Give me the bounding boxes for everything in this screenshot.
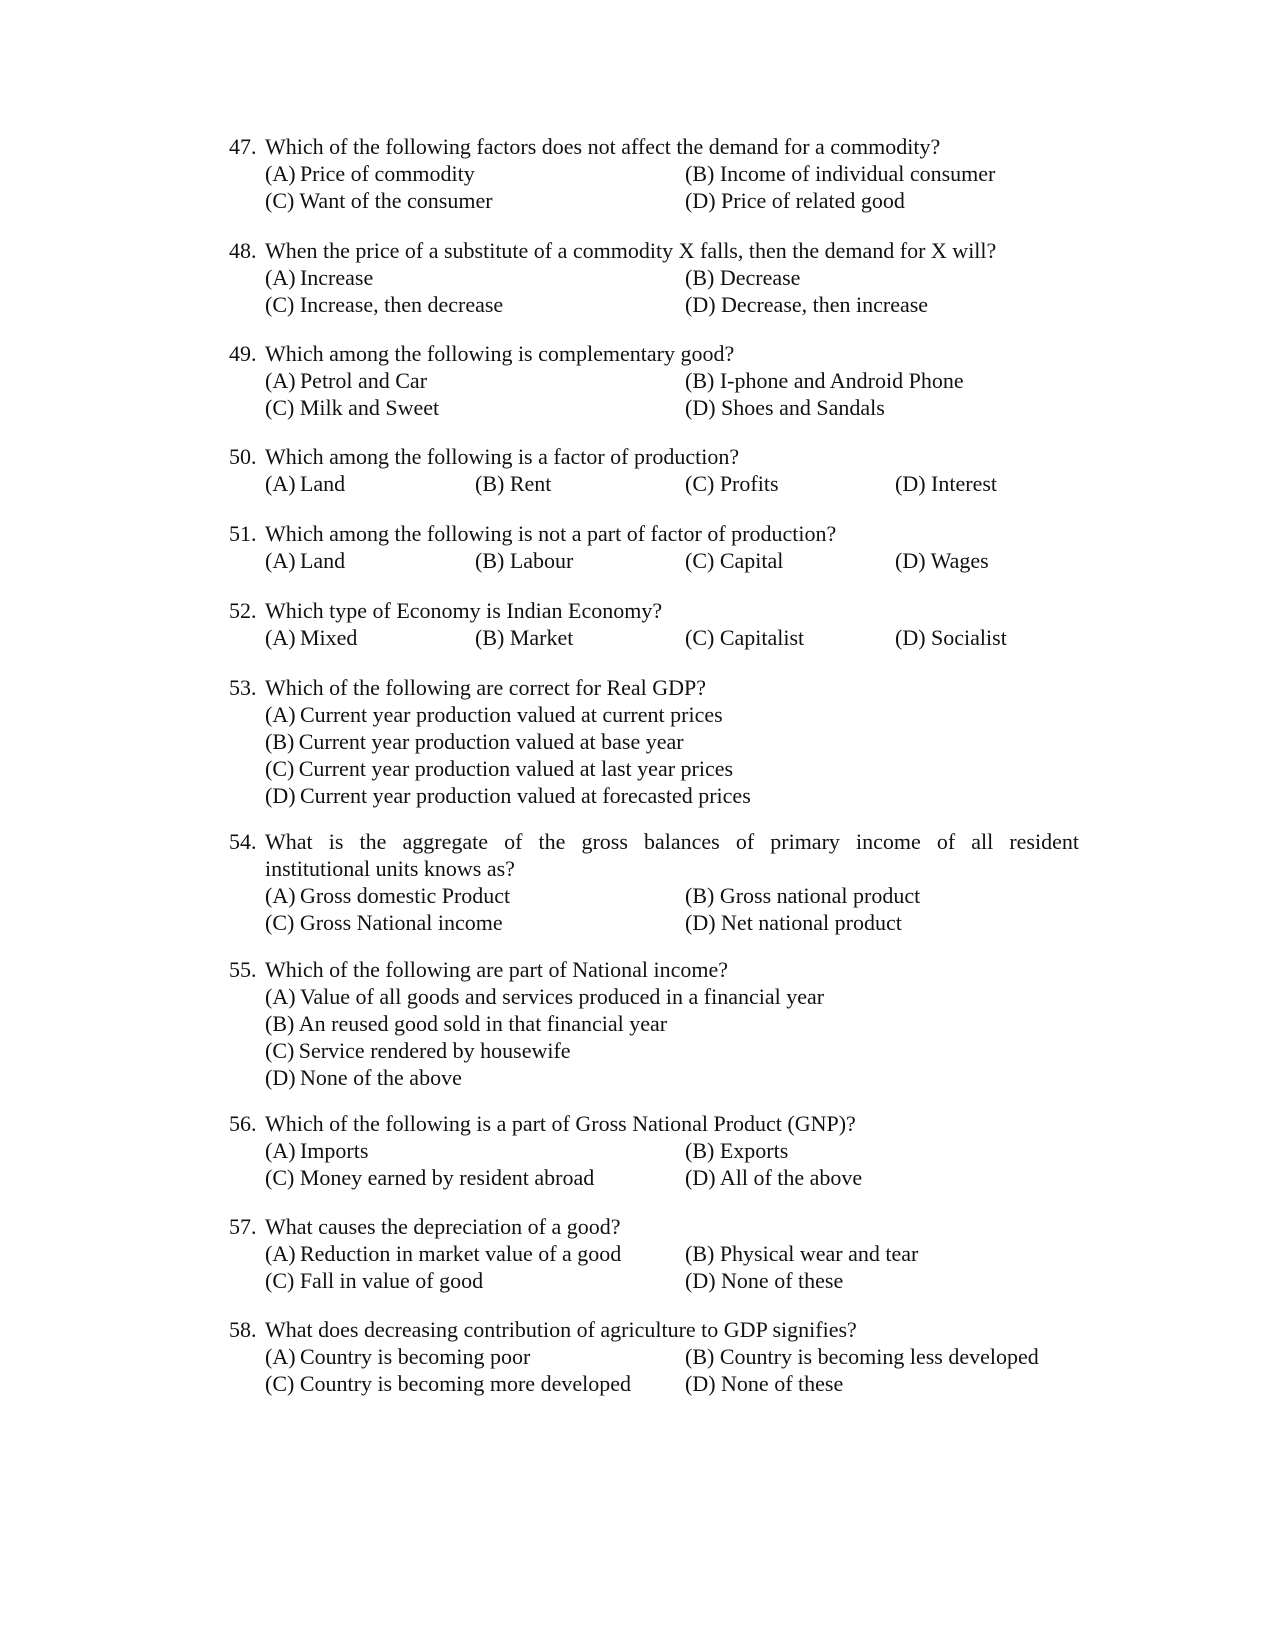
option-a: (A) Price of commodity <box>265 161 475 186</box>
options <box>265 367 1079 421</box>
options <box>265 983 1079 1091</box>
option-b: (B) Country is becoming less developed <box>685 1344 1039 1369</box>
question-number: 55. <box>229 957 257 982</box>
option-d: (D) Socialist <box>895 625 1007 650</box>
question-stem <box>229 1316 1079 1343</box>
option-c: (C) Fall in value of good <box>265 1268 484 1293</box>
option-a: (A) Value of all goods and services produced in a financial year <box>265 984 825 1009</box>
option-a: (A) Increase <box>265 265 374 290</box>
question-number: 53. <box>229 675 257 700</box>
option-c: (C) Current year production valued at last year prices <box>265 756 734 781</box>
option-a: (A) Petrol and Car <box>265 368 428 393</box>
question-stem <box>229 133 1079 160</box>
question-number: 50. <box>229 444 257 469</box>
question-58 <box>229 1316 1079 1397</box>
question-stem <box>229 340 1079 367</box>
question-55 <box>229 956 1079 1091</box>
question-number: 49. <box>229 341 257 366</box>
question-text: Which of the following is a part of Gross National Product (GNP)? <box>265 1111 856 1136</box>
question-text: Which type of Economy is Indian Economy? <box>265 598 663 623</box>
option-c: (C) Increase, then decrease <box>265 292 504 317</box>
option-d: (D) Shoes and Sandals <box>685 395 885 420</box>
option-b: (B) Rent <box>475 471 552 496</box>
options <box>265 1240 1079 1294</box>
options <box>265 470 1079 497</box>
question-text <box>265 828 1079 882</box>
question-stem <box>229 443 1079 470</box>
question-text: What causes the depreciation of a good? <box>265 1214 621 1239</box>
question-stem <box>229 828 1079 882</box>
option-d: (D) Wages <box>895 548 989 573</box>
option-d: (D) None of these <box>685 1371 844 1396</box>
question-57 <box>229 1213 1079 1294</box>
options <box>265 160 1079 214</box>
option-d: (D) Current year production valued at forecasted prices <box>265 783 751 808</box>
question-53 <box>229 674 1079 809</box>
option-d: (D) None of these <box>685 1268 844 1293</box>
option-b: (B) Physical wear and tear <box>685 1241 919 1266</box>
question-stem <box>229 237 1079 264</box>
option-c: (C) Profits <box>685 471 779 496</box>
question-51 <box>229 520 1079 574</box>
option-a: (A) Land <box>265 548 346 573</box>
option-c: (C) Service rendered by housewife <box>265 1038 571 1063</box>
option-b: (B) Labour <box>475 548 574 573</box>
option-b: (B) Current year production valued at base year <box>265 729 684 754</box>
question-50 <box>229 443 1079 497</box>
question-text: Which among the following is complementary good? <box>265 341 735 366</box>
option-b: (B) An reused good sold in that financial year <box>265 1011 668 1036</box>
options <box>265 701 1079 809</box>
option-b: (B) I-phone and Android Phone <box>685 368 964 393</box>
question-number: 57. <box>229 1214 257 1239</box>
options <box>265 1137 1079 1191</box>
option-d: (D) Net national product <box>685 910 902 935</box>
question-stem <box>229 956 1079 983</box>
question-49 <box>229 340 1079 421</box>
question-text: Which of the following are correct for Real GDP? <box>265 675 707 700</box>
option-c: (C) Money earned by resident abroad <box>265 1165 595 1190</box>
option-a: (A) Gross domestic Product <box>265 883 511 908</box>
options <box>265 547 1079 574</box>
option-c: (C) Milk and Sweet <box>265 395 440 420</box>
option-a: (A) Reduction in market value of a good <box>265 1241 622 1266</box>
question-stem <box>229 520 1079 547</box>
options <box>265 624 1079 651</box>
question-text: When the price of a substitute of a commodity X falls, then the demand for X will? <box>265 238 997 263</box>
question-47 <box>229 133 1079 214</box>
option-c: (C) Gross National income <box>265 910 503 935</box>
question-text: Which of the following are part of National income? <box>265 957 729 982</box>
question-text-line-2: institutional units knows as? <box>265 856 515 881</box>
option-d: (D) All of the above <box>685 1165 863 1190</box>
question-number: 47. <box>229 134 257 159</box>
question-text: Which of the following factors does not affect the demand for a commodity? <box>265 134 941 159</box>
option-d: (D) Interest <box>895 471 998 496</box>
option-b: (B) Exports <box>685 1138 789 1163</box>
question-number: 58. <box>229 1317 257 1342</box>
question-number: 48. <box>229 238 257 263</box>
question-number: 51. <box>229 521 257 546</box>
options <box>265 264 1079 318</box>
option-b: (B) Gross national product <box>685 883 921 908</box>
question-stem <box>229 1110 1079 1137</box>
question-52 <box>229 597 1079 651</box>
option-c: (C) Want of the consumer <box>265 188 493 213</box>
question-text: What does decreasing contribution of agriculture to GDP signifies? <box>265 1317 857 1342</box>
question-stem <box>229 597 1079 624</box>
question-text: Which among the following is a factor of production? <box>265 444 740 469</box>
question-number: 54. <box>229 829 257 854</box>
option-b: (B) Market <box>475 625 574 650</box>
option-c: (C) Country is becoming more developed <box>265 1371 631 1396</box>
option-c: (C) Capitalist <box>685 625 805 650</box>
question-stem <box>229 674 1079 701</box>
options <box>265 882 1079 936</box>
option-c: (C) Capital <box>685 548 784 573</box>
option-d: (D) None of the above <box>265 1065 462 1090</box>
question-number: 52. <box>229 598 257 623</box>
option-d: (D) Price of related good <box>685 188 905 213</box>
question-stem <box>229 1213 1079 1240</box>
option-d: (D) Decrease, then increase <box>685 292 929 317</box>
question-54 <box>229 828 1079 936</box>
option-a: (A) Mixed <box>265 625 358 650</box>
option-a: (A) Imports <box>265 1138 369 1163</box>
question-text: Which among the following is not a part of factor of production? <box>265 521 837 546</box>
option-a: (A) Country is becoming poor <box>265 1344 531 1369</box>
question-text-line-1: What is the aggregate of the gross balances of primary income of all resident <box>265 829 1079 854</box>
options <box>265 1343 1079 1397</box>
question-number: 56. <box>229 1111 257 1136</box>
option-b: (B) Decrease <box>685 265 801 290</box>
option-b: (B) Income of individual consumer <box>685 161 996 186</box>
option-a: (A) Current year production valued at current prices <box>265 702 723 727</box>
question-56 <box>229 1110 1079 1191</box>
question-48 <box>229 237 1079 318</box>
option-a: (A) Land <box>265 471 346 496</box>
